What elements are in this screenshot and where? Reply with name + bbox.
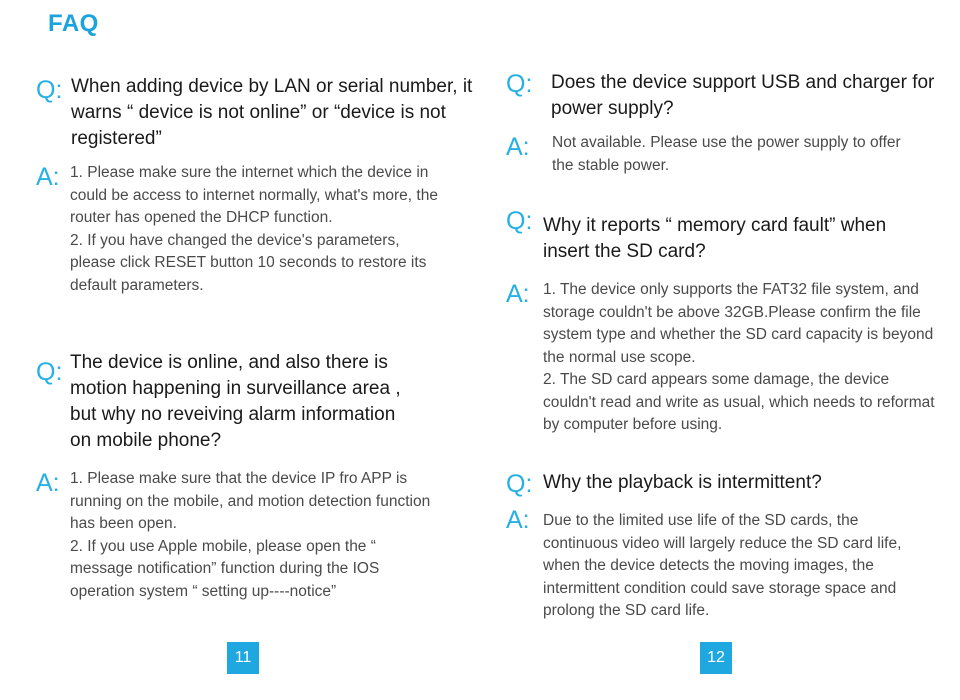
question-text: When adding device by LAN or serial number, it warns “ device is not online” or “device is not registered”	[71, 76, 473, 149]
faq-item-left-1	[36, 74, 476, 297]
question-row	[506, 207, 936, 265]
answer-marker: A:	[36, 469, 60, 497]
answer-row	[506, 132, 936, 177]
question-row	[36, 74, 476, 152]
question-marker: Q:	[36, 358, 63, 386]
answer-paragraph: 2. If you use Apple mobile, please open the “ message notification” function during the IOS operation system “ setting up----notice”	[70, 537, 380, 600]
faq-item-right-1	[506, 70, 936, 177]
answer-paragraph: 1. Please make sure the internet which the device in could be access to internet normally, what's more, the router has opened the DHCP function.	[70, 164, 438, 226]
page-number-left: 11	[227, 642, 259, 674]
answer-paragraph: 2. The SD card appears some damage, the device couldn't read and write as usual, which needs to reformat by computer before using.	[543, 371, 935, 433]
answer-row	[36, 468, 476, 603]
question-row	[36, 350, 476, 454]
page-title: FAQ	[48, 10, 99, 37]
faq-item-right-2	[506, 207, 936, 437]
question-row	[506, 70, 936, 122]
answer-marker: A:	[506, 506, 530, 534]
faq-item-right-3	[506, 470, 936, 623]
answer-row	[506, 506, 936, 623]
question-text: Why it reports “ memory card fault” when insert the SD card?	[543, 215, 887, 262]
answer-text	[543, 279, 938, 437]
question-row	[506, 470, 936, 496]
answer-text	[543, 510, 933, 623]
answer-paragraph: Due to the limited use life of the SD cards, the continuous video will largely reduce the SD card life, when the device detects the moving images, the intermittent condition could save storage space and prolong the SD card life.	[543, 512, 902, 619]
question-text: The device is online, and also there is motion happening in surveillance area , but why no reveiving alarm information on mobile phone?	[70, 352, 401, 451]
answer-paragraph: Not available. Please use the power supply to offer the stable power.	[552, 134, 901, 174]
answer-text	[552, 132, 912, 177]
answer-text	[70, 162, 445, 297]
question-marker: Q:	[506, 207, 533, 235]
answer-paragraph: 1. The device only supports the FAT32 file system, and storage couldn't be above 32GB.Please confirm the file system type and whether the SD card capacity is beyond the normal use scope.	[543, 281, 934, 366]
page-number-right: 12	[700, 642, 732, 674]
faq-item-left-2	[36, 350, 476, 603]
answer-paragraph: 1. Please make sure that the device IP fro APP is running on the mobile, and motion detection function has been open.	[70, 470, 431, 532]
answer-marker: A:	[36, 163, 60, 191]
answer-paragraph: 2. If you have changed the device's parameters, please click RESET button 10 seconds to restore its default parameters.	[70, 231, 427, 294]
question-marker: Q:	[36, 76, 63, 104]
answer-row	[506, 279, 936, 437]
answer-marker: A:	[506, 280, 530, 308]
question-marker: Q:	[506, 470, 533, 498]
answer-marker: A:	[506, 133, 530, 161]
answer-text	[70, 468, 435, 603]
question-text: Why the playback is intermittent?	[543, 472, 822, 493]
question-marker: Q:	[506, 70, 533, 98]
question-text: Does the device support USB and charger for power supply?	[551, 72, 935, 119]
answer-row	[36, 162, 476, 297]
